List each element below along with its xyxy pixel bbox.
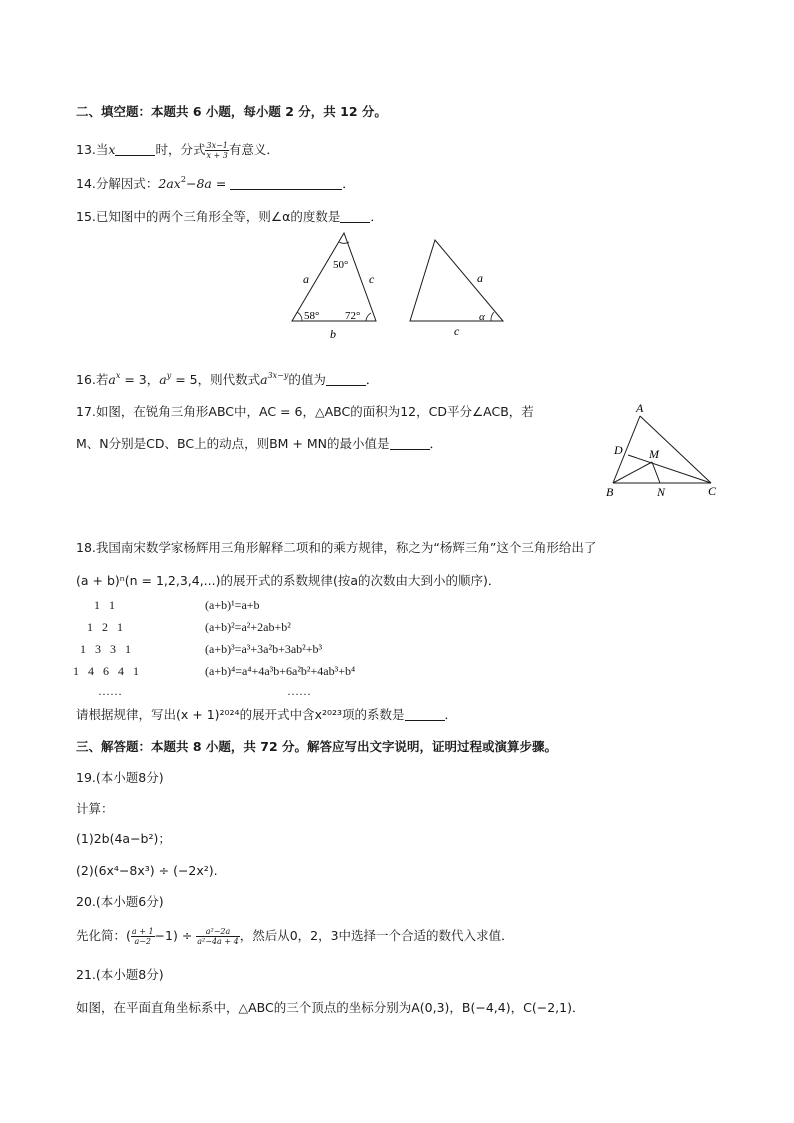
- question-15: [76, 208, 383, 226]
- binomial-formula-4: (a+b)⁴=a⁴+4a³b+6a²b²+4ab³+b⁴: [205, 664, 356, 678]
- q17-triangle-figure: [600, 400, 730, 505]
- q19-intro: 计算：: [76, 801, 114, 816]
- q13-denominator: x + 3: [206, 151, 228, 160]
- q17-number: 17.: [76, 404, 96, 419]
- q16-text-a: 若: [95, 372, 109, 387]
- question-20-body: [76, 927, 514, 946]
- q13-answer-blank[interactable]: [115, 143, 155, 156]
- q18-line3: 请根据规律，写出(x + 1)²⁰²⁴的展开式中含x²⁰²³项的系数是: [76, 707, 405, 722]
- q13-number: 13.: [76, 142, 96, 157]
- binomial-formula-2: (a+b)²=a²+2ab+b²: [205, 620, 291, 634]
- q16-exp3: 3x−y: [267, 371, 289, 380]
- q17-end: ．: [429, 436, 443, 451]
- q15-number: 15.: [76, 209, 96, 224]
- question-18-line-1: [76, 539, 596, 557]
- q19-head: 19.(本小题8分): [76, 770, 164, 785]
- q13-text-before: 当: [95, 142, 109, 157]
- q15-arc-alpha: [491, 312, 494, 321]
- q15-side-right: c: [369, 272, 375, 286]
- q18-line1: 我国南宋数学家杨辉用三角形解释二项和的乘方规律，称之为“杨辉三角”这个三角形给出了: [95, 540, 597, 555]
- section-3-title: 三、解答题：本题共 8 小题，共 72 分。解答应写出文字说明，证明过程或演算步骤。: [76, 739, 558, 754]
- q14-answer-blank[interactable]: [230, 177, 342, 190]
- q14-label: 分解因式：: [95, 176, 159, 191]
- q16-end: ．: [365, 372, 379, 387]
- q17-segment-bm: [613, 462, 652, 483]
- q15-top-angle: 50°: [333, 259, 349, 271]
- q15-tri2-bottom: c: [454, 324, 460, 338]
- q14-exp: 2: [180, 175, 186, 184]
- q15-triangle-2: [410, 240, 503, 321]
- q17-label-a: A: [636, 401, 644, 415]
- q15-left-angle: 58°: [304, 310, 320, 322]
- question-14: [76, 175, 355, 193]
- q16-a3: a: [260, 372, 268, 387]
- binomial-formula-3: (a+b)³=a³+3a²b+3ab²+b³: [205, 642, 323, 656]
- q17-segment-cd: [628, 455, 711, 483]
- question-17-line-1: [76, 403, 534, 421]
- yanghui-row-ellipsis: ……: [98, 684, 122, 698]
- q16-number: 16.: [76, 372, 96, 387]
- q17-answer-blank[interactable]: [390, 437, 430, 450]
- q13-text-mid: 时，分式: [155, 142, 206, 157]
- q20-f1-denominator: a−2: [134, 937, 151, 946]
- q20-f1-numerator: a + 1: [131, 927, 154, 936]
- q14-expr-b: −8a =: [185, 176, 227, 191]
- q14-expr-a: 2ax: [158, 176, 181, 191]
- q15-arc-left: [297, 312, 302, 321]
- q17-label-b: B: [606, 485, 614, 499]
- q18-end: ．: [444, 707, 458, 722]
- q16-answer-blank[interactable]: [326, 373, 366, 386]
- question-17-line-2: [76, 435, 442, 453]
- binomial-formula-1: (a+b)¹=a+b: [205, 598, 260, 612]
- q20-f2-denominator: a²−4a + 4: [197, 937, 239, 946]
- q13-fraction: [205, 141, 228, 160]
- q15-tri2-side: a: [477, 271, 483, 285]
- question-18-line-2: [76, 572, 500, 590]
- section-2-title: 二、填空题：本题共 6 小题，每小题 2 分，共 12 分。: [76, 104, 387, 119]
- question-18-line-3: [76, 706, 457, 724]
- q19-part-1: (1)2b(4a−b²)；: [76, 831, 171, 846]
- q14-end: ．: [342, 176, 355, 191]
- q20-f2-numerator: a²−2a: [196, 927, 239, 937]
- q16-text-b: 的值为: [288, 372, 326, 387]
- question-16: [76, 371, 378, 389]
- yanghui-row-4: 1 4 6 4 1: [73, 664, 139, 678]
- q20-head: 20.(本小题6分): [76, 894, 164, 909]
- q16-val2: = 5，则代数式: [171, 372, 261, 387]
- q20-pre: 先化简：(: [76, 928, 131, 943]
- q15-text: 已知图中的两个三角形全等，则∠α的度数是: [95, 209, 341, 224]
- yanghui-row-2: 1 2 1: [87, 620, 123, 634]
- q20-fraction-1: [131, 927, 155, 946]
- q16-a2: a: [159, 372, 167, 387]
- q15-end: ．: [370, 209, 383, 224]
- q15-answer-blank[interactable]: [340, 210, 370, 223]
- question-13: [76, 141, 279, 160]
- q18-line2: (a + b)ⁿ(n = 1,2,3,4,...)的展开式的系数规律(按a的次数由大到小的顺序)．: [76, 573, 501, 588]
- q15-triangles-figure: [280, 228, 520, 346]
- q20-fraction-2: [196, 927, 239, 946]
- q17-line1: 如图，在锐角三角形ABC中，AC = 6，△ABC的面积为12，CD平分∠ACB，若: [95, 404, 534, 419]
- q13-numerator: 3x−1: [206, 141, 228, 150]
- q13-var: x: [108, 142, 116, 157]
- q21-head: 21.(本小题8分): [76, 967, 164, 982]
- q15-side-left: a: [303, 272, 309, 286]
- q18-answer-blank[interactable]: [405, 708, 445, 721]
- q18-number: 18.: [76, 540, 96, 555]
- q16-a1: a: [108, 372, 116, 387]
- q17-label-m: M: [649, 447, 659, 461]
- q19-part-2: (2)(6x⁴−8x³) ÷ (−2x²).: [76, 863, 218, 878]
- q20-post: ，然后从0，2，3中选择一个合适的数代入求值．: [239, 928, 514, 943]
- q13-text-after: 有意义．: [228, 142, 279, 157]
- q17-line2: M、N分别是CD、BC上的动点，则BM + MN的最小值是: [76, 436, 390, 451]
- q20-mid: −1) ÷: [154, 928, 197, 943]
- q17-label-c: C: [708, 484, 717, 498]
- q15-side-bottom: b: [330, 327, 336, 341]
- yanghui-row-3: 1 3 3 1: [80, 642, 131, 656]
- yanghui-row-1: 1 1: [94, 598, 115, 612]
- q17-label-n: N: [657, 485, 666, 499]
- q16-val1: = 3，: [120, 372, 160, 387]
- q14-number: 14.: [76, 176, 96, 191]
- q21-text: 如图，在平面直角坐标系中，△ABC的三个顶点的坐标分别为A(0,3)，B(−4,4)，C(−2,1)．: [76, 1000, 585, 1015]
- q16-exp2: y: [166, 371, 172, 380]
- q16-exp1: x: [115, 371, 121, 380]
- q15-arc-right: [366, 313, 371, 321]
- binomial-formula-ellipsis: ……: [287, 684, 311, 698]
- q17-label-d: D: [614, 443, 623, 457]
- q15-right-angle: 72°: [345, 310, 361, 322]
- q15-tri2-angle: α: [479, 311, 485, 323]
